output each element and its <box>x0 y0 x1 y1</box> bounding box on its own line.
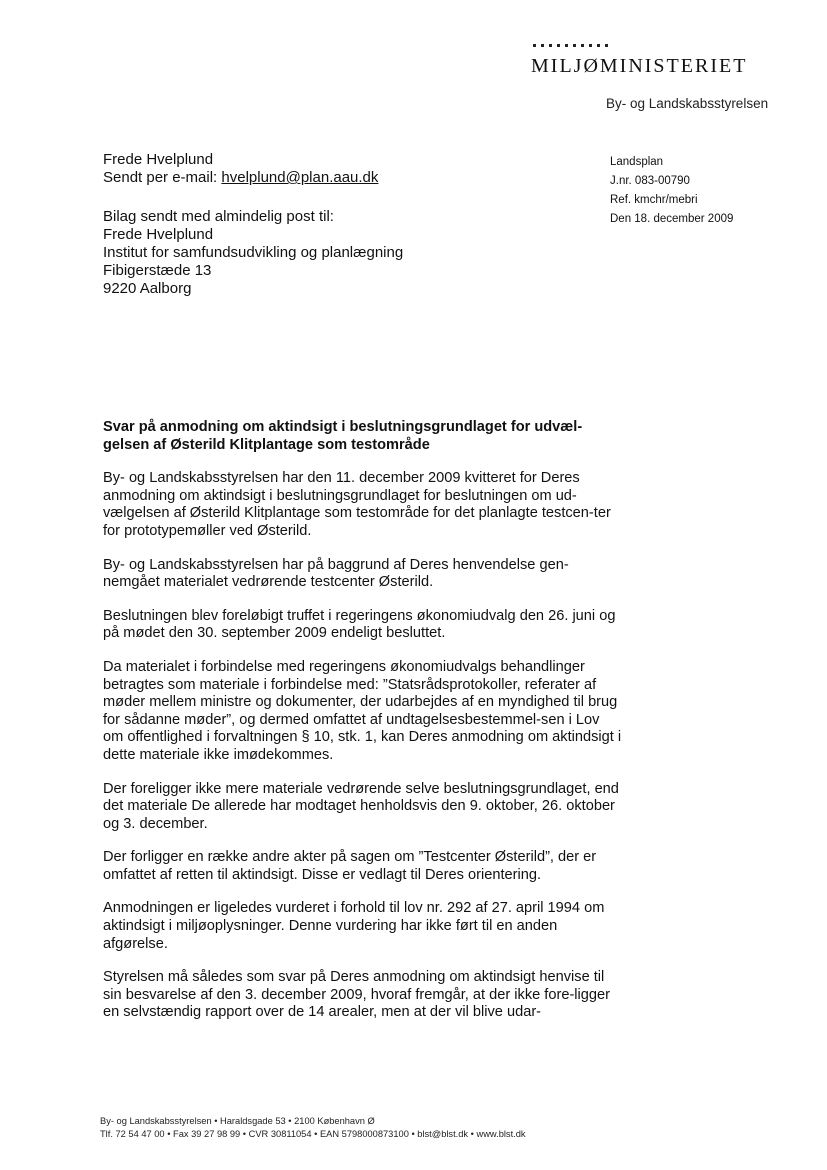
post-recipient-name: Frede Hvelplund <box>103 226 214 243</box>
paragraph: Styrelsen må således som svar på Deres anmodning om aktindsigt henvise til sin besvarelse af den 3. december 2009, hvoraf fremgår, at der ikke fore-ligger en selvstændig rapport over de 14 arealer, men at der vil blive udar- <box>103 969 610 1021</box>
recipient-street: Fibigerstæde 13 <box>103 262 212 279</box>
agency-name: By- og Landskabsstyrelsen <box>606 96 769 111</box>
letter-body <box>103 419 623 1038</box>
footer-contact: Tlf. 72 54 47 00 • Fax 39 27 98 99 • CVR 30811054 • EAN 5798000873100 • blst@blst.dk • www.blst.dk <box>100 1129 526 1139</box>
paragraph: Da materialet i forbindelse med regeringens økonomiudvalgs behandlinger betragtes som materiale i forbindelse med: ”Statsrådsprotokoller, referater af møder mellem ministre og dokumenter, der udarbejdes af en myndighed til brug for sådanne møder”, og dermed omfattet af undtagelsesbestemmel-sen i Lov om offentlighed i forvaltningen § 10, stk. 1, kan Deres anmodning om aktindsigt i dette materiale ikke imødekommes. <box>103 658 622 763</box>
ref-journal-number: J.nr. 083-00790 <box>610 175 690 187</box>
email-label: Sendt per e-mail: <box>103 169 222 186</box>
email-link[interactable]: hvelplund@plan.aau.dk <box>221 169 379 186</box>
ref-department: Landsplan <box>610 156 664 168</box>
footer-address: By- og Landskabsstyrelsen • Haraldsgade 53 • 2100 København Ø <box>100 1116 375 1126</box>
recipient-name: Frede Hvelplund <box>103 151 214 168</box>
paragraph: Der foreligger ikke mere materiale vedrørende selve beslutningsgrundlaget, end det materiale De allerede har modtaget henholdsvis den 9. oktober, 26. oktober og 3. december. <box>103 780 619 832</box>
paragraph: By- og Landskabsstyrelsen har på baggrund af Deres henvendelse gen-nemgået materialet vedrørende testcenter Østerild. <box>103 556 569 591</box>
recipient-block <box>103 151 523 298</box>
ministry-logo: MILJØMINISTERIET <box>531 55 748 77</box>
attachment-note: Bilag sendt med almindelig post til: <box>103 208 334 225</box>
recipient-email-line <box>103 169 523 187</box>
paragraph: Der forligger en række andre akter på sagen om ”Testcenter Østerild”, der er omfattet af retten til aktindsigt. Disse er vedlagt til Deres orientering. <box>103 849 597 883</box>
logo-dots <box>533 44 608 47</box>
letter-subject: Svar på anmodning om aktindsigt i beslutningsgrundlaget for udvæl-gelsen af Østerild Klitplantage som testområde <box>103 419 583 453</box>
page-footer <box>100 1115 526 1141</box>
ref-initials: Ref. kmchr/mebri <box>610 194 698 206</box>
paragraph: By- og Landskabsstyrelsen har den 11. december 2009 kvitteret for Deres anmodning om aktindsigt i beslutningsgrundlaget for beslutningen om ud-vælgelsen af Østerild Klitplantage som testområde for det planlagte testcen-ter for prototypemøller ved Østerild. <box>103 470 611 539</box>
recipient-city: 9220 Aalborg <box>103 280 192 297</box>
recipient-institute: Institut for samfundsudvikling og planlægning <box>103 244 404 261</box>
reference-block <box>610 153 733 229</box>
paragraph: Beslutningen blev foreløbigt truffet i regeringens økonomiudvalg den 26. juni og på mødet den 30. september 2009 endeligt besluttet. <box>103 607 616 642</box>
paragraph: Anmodningen er ligeledes vurderet i forhold til lov nr. 292 af 27. april 1994 om aktindsigt i miljøoplysninger. Denne vurdering har ikke ført til en anden afgørelse. <box>103 900 605 952</box>
ref-date: Den 18. december 2009 <box>610 213 734 225</box>
